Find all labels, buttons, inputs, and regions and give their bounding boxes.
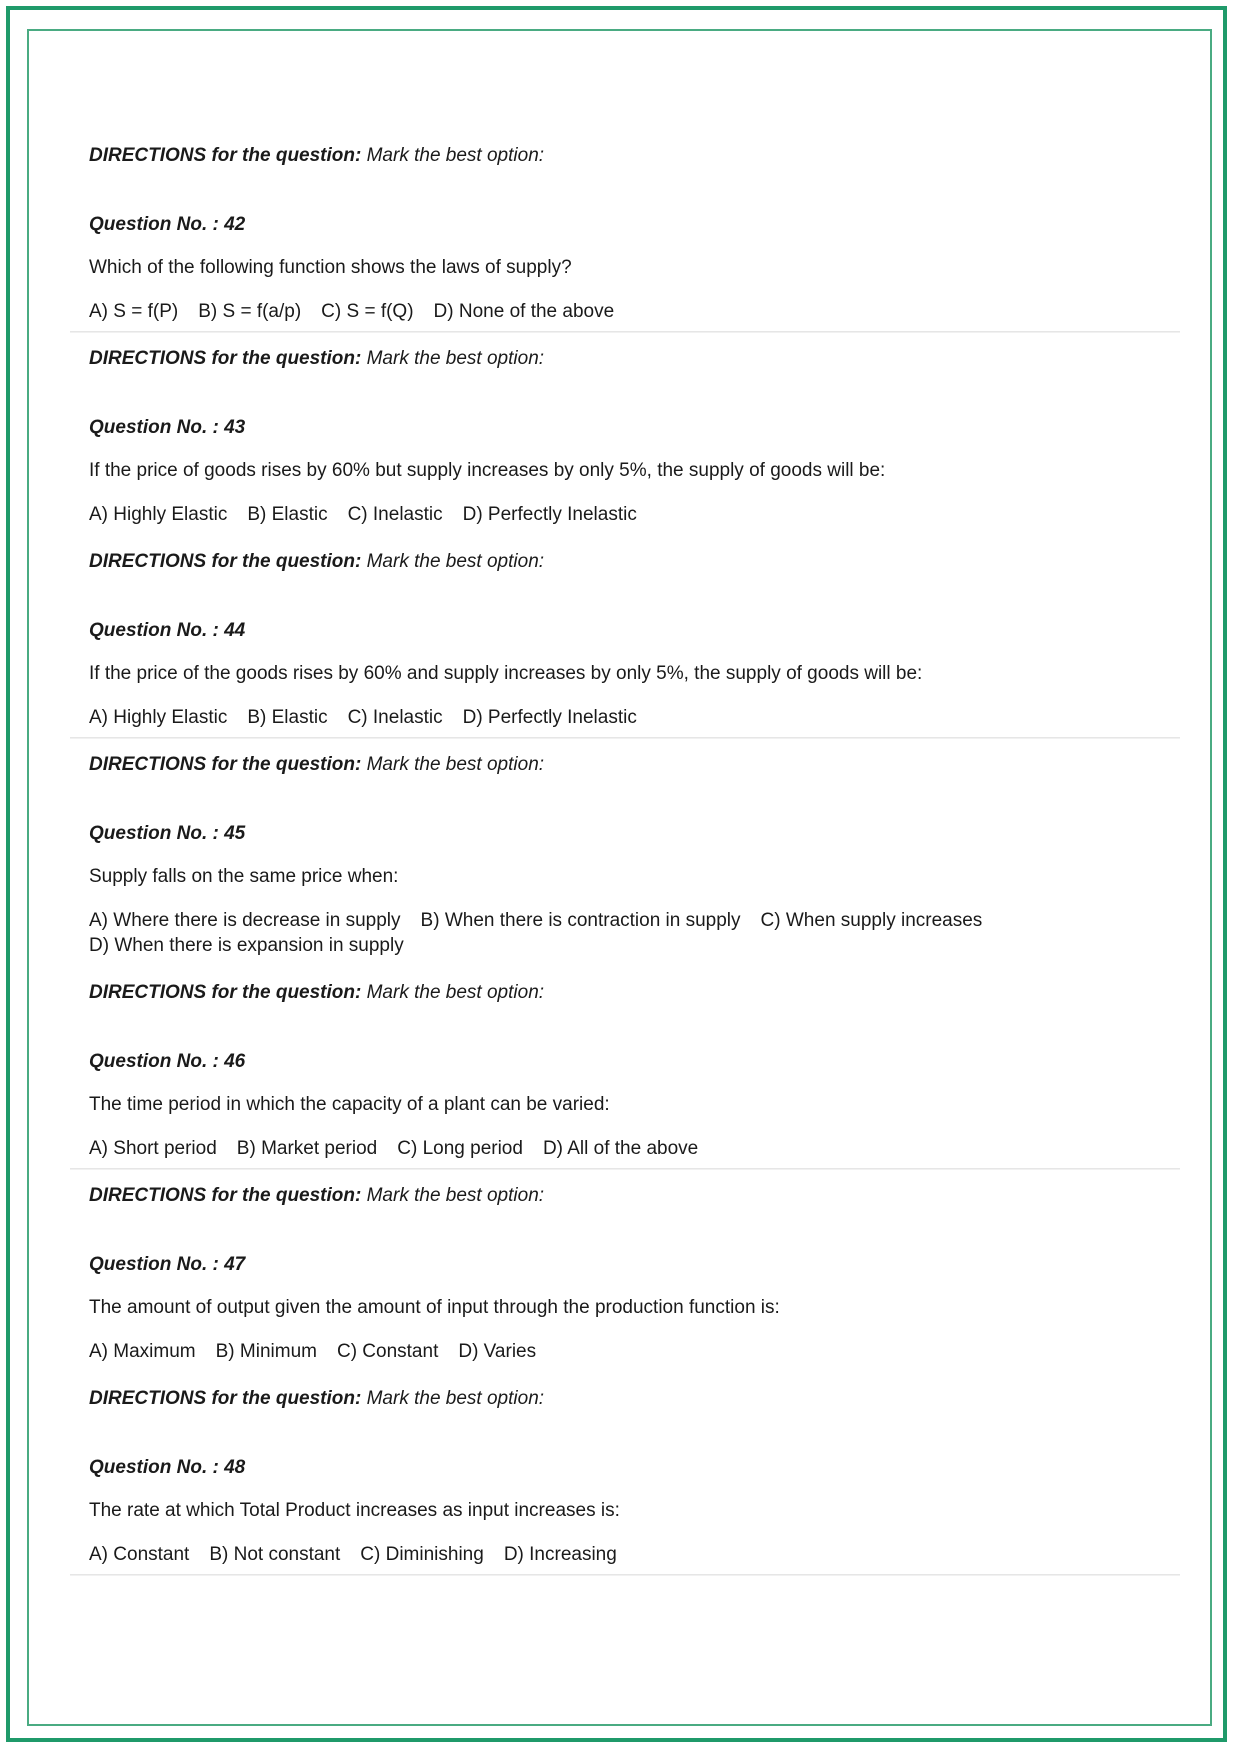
separator-line bbox=[70, 1574, 1180, 1576]
question-number: Question No. : 45 bbox=[89, 823, 246, 844]
question-options bbox=[89, 908, 1002, 958]
question-options bbox=[89, 1339, 556, 1364]
option-c: C) Long period bbox=[397, 1138, 523, 1159]
directions-label: DIRECTIONS for the question: bbox=[89, 982, 362, 1003]
directions-text: Mark the best option: bbox=[366, 348, 545, 369]
option-d: D) Varies bbox=[458, 1341, 537, 1362]
option-c: C) Constant bbox=[336, 1341, 439, 1362]
directions-line bbox=[89, 145, 544, 167]
separator-line bbox=[70, 737, 1180, 739]
option-b: B) When there is contraction in supply bbox=[420, 910, 741, 931]
question-text: The time period in which the capacity of a plant can be varied: bbox=[89, 1094, 610, 1115]
option-b: B) Elastic bbox=[247, 504, 328, 525]
option-c: C) Diminishing bbox=[360, 1544, 484, 1565]
question-text: The rate at which Total Product increases as input increases is: bbox=[89, 1500, 620, 1521]
question-number: Question No. : 48 bbox=[89, 1457, 246, 1478]
option-d: D) All of the above bbox=[542, 1138, 699, 1159]
directions-text: Mark the best option: bbox=[366, 754, 545, 775]
directions-text: Mark the best option: bbox=[366, 1185, 545, 1206]
directions-line bbox=[89, 551, 544, 573]
option-a: A) Short period bbox=[89, 1138, 217, 1159]
option-c: C) When supply increases bbox=[760, 910, 983, 931]
directions-text: Mark the best option: bbox=[366, 982, 545, 1003]
question-options bbox=[89, 1542, 637, 1567]
question-number: Question No. : 44 bbox=[89, 620, 246, 641]
directions-label: DIRECTIONS for the question: bbox=[89, 1185, 362, 1206]
option-d: D) None of the above bbox=[433, 301, 615, 322]
question-options bbox=[89, 299, 634, 324]
separator-line bbox=[70, 1168, 1180, 1170]
option-c: C) Inelastic bbox=[347, 504, 443, 525]
directions-line bbox=[89, 754, 544, 776]
directions-line bbox=[89, 1185, 544, 1207]
option-b: B) Not constant bbox=[209, 1544, 341, 1565]
option-a: A) Maximum bbox=[89, 1341, 196, 1362]
option-a: A) Where there is decrease in supply bbox=[89, 910, 401, 931]
option-d: D) Increasing bbox=[503, 1544, 617, 1565]
option-d: D) When there is expansion in supply bbox=[89, 935, 404, 956]
question-text: Which of the following function shows the laws of supply? bbox=[89, 257, 572, 278]
directions-text: Mark the best option: bbox=[366, 551, 545, 572]
directions-label: DIRECTIONS for the question: bbox=[89, 1388, 362, 1409]
directions-label: DIRECTIONS for the question: bbox=[89, 348, 362, 369]
option-b: B) S = f(a/p) bbox=[198, 301, 302, 322]
directions-line bbox=[89, 1388, 544, 1410]
question-text: The amount of output given the amount of input through the production function is: bbox=[89, 1297, 780, 1318]
option-a: A) Highly Elastic bbox=[89, 707, 228, 728]
option-a: A) S = f(P) bbox=[89, 301, 179, 322]
separator-line bbox=[70, 331, 1180, 333]
option-a: A) Highly Elastic bbox=[89, 504, 228, 525]
question-text: If the price of the goods rises by 60% and supply increases by only 5%, the supply of goods will be: bbox=[89, 663, 923, 684]
question-options bbox=[89, 502, 657, 527]
question-options bbox=[89, 1136, 718, 1161]
option-d: D) Perfectly Inelastic bbox=[462, 504, 637, 525]
option-c: C) S = f(Q) bbox=[321, 301, 414, 322]
option-c: C) Inelastic bbox=[347, 707, 443, 728]
question-text: If the price of goods rises by 60% but supply increases by only 5%, the supply of goods will be: bbox=[89, 460, 886, 481]
directions-line bbox=[89, 348, 544, 370]
directions-label: DIRECTIONS for the question: bbox=[89, 551, 362, 572]
question-number: Question No. : 47 bbox=[89, 1254, 246, 1275]
directions-label: DIRECTIONS for the question: bbox=[89, 145, 362, 166]
option-b: B) Elastic bbox=[247, 707, 328, 728]
question-number: Question No. : 46 bbox=[89, 1051, 246, 1072]
question-options bbox=[89, 705, 657, 730]
directions-label: DIRECTIONS for the question: bbox=[89, 754, 362, 775]
question-number: Question No. : 42 bbox=[89, 214, 246, 235]
option-b: B) Minimum bbox=[215, 1341, 317, 1362]
directions-line bbox=[89, 982, 544, 1004]
option-b: B) Market period bbox=[236, 1138, 378, 1159]
question-number: Question No. : 43 bbox=[89, 417, 246, 438]
directions-text: Mark the best option: bbox=[366, 145, 545, 166]
question-text: Supply falls on the same price when: bbox=[89, 866, 399, 887]
directions-text: Mark the best option: bbox=[366, 1388, 545, 1409]
option-d: D) Perfectly Inelastic bbox=[462, 707, 637, 728]
option-a: A) Constant bbox=[89, 1544, 190, 1565]
